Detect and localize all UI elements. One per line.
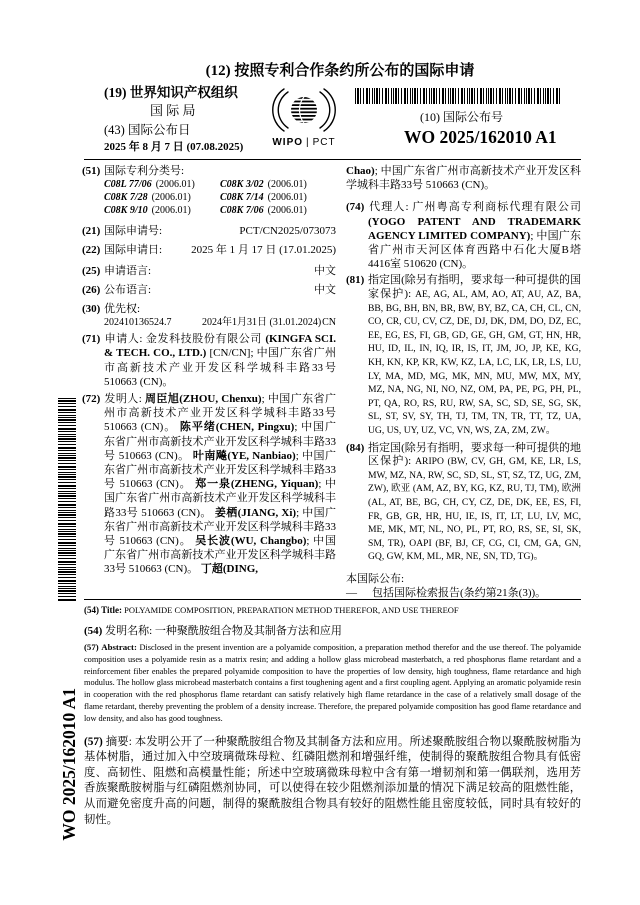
inventor-continuation	[346, 164, 581, 192]
inventor-name: 姜栖(JIANG, Xi)	[214, 506, 297, 519]
title-label-en: Title:	[101, 605, 122, 615]
inid-code: (26)	[82, 283, 101, 296]
publication-notes-heading: 本国际公布:	[346, 572, 405, 585]
field-label: 指定国(除另有指明，要求每一种可提供的地区保护):	[368, 441, 581, 468]
inventor-name: 郑一泉(ZHENG, Yiquan)	[195, 478, 319, 491]
field-label: 申请人:	[104, 333, 143, 346]
inventor-address: ; 中国广东省广州市高新技术产业开发区科学城科丰路33号 510663 (CN)。	[346, 165, 581, 192]
classification-symbol: C08K 3/02	[220, 179, 264, 191]
field-label: 公布语言:	[104, 283, 152, 296]
header-divider	[84, 159, 581, 160]
abstract-label-zh: 摘要:	[105, 735, 132, 748]
classification-field	[82, 164, 336, 178]
classification-entry	[220, 191, 336, 204]
application-number: PCT/CN2025/073073	[239, 225, 336, 238]
abstract-label-en: Abstract:	[101, 642, 137, 652]
logo-name: WIPO	[272, 137, 304, 148]
publication-note-text: 包括国际检索报告(条约第21条(3))。	[372, 587, 547, 600]
field-label: 优先权:	[104, 303, 141, 316]
classification-symbol: C08L 77/06	[104, 179, 152, 191]
inventor-address: ; 中国广东省广州市高新技术产业开发区科学城科丰路33号 510663 (CN)。	[104, 393, 336, 434]
document-kind-title: (12) 按照专利合作条约所公布的国际申请	[205, 63, 475, 79]
field-label: 国际申请号:	[104, 225, 163, 238]
field-label: 国际专利分类号:	[104, 165, 185, 177]
barcode-icon	[58, 398, 76, 602]
publication-language-field	[82, 283, 336, 297]
inid-code: (81)	[346, 274, 365, 287]
left-column	[82, 164, 336, 577]
classification-symbol: C08K 7/14	[220, 192, 264, 204]
agent-name-en: (YOGO PATENT AND TRADEMARK AGENCY LIMITED COMPANY)	[368, 215, 581, 242]
classification-symbol: C08K 9/10	[104, 205, 148, 217]
priority-country: CN	[322, 317, 336, 329]
field-label: 申请语言:	[104, 264, 152, 277]
vertical-publication-number: WO 2025/162010 A1	[59, 688, 79, 841]
applicant-field	[82, 332, 336, 389]
inventor-address: ; 中国广东省广州市高新技术产业开发区科学城科丰路33号 510663 (CN)。	[104, 449, 337, 491]
abstract-en	[84, 642, 581, 725]
abstract-divider	[84, 599, 581, 600]
right-column	[346, 164, 581, 600]
publication-number-label: (10) 国际公布号	[420, 110, 503, 124]
national-designations-field	[346, 274, 581, 437]
classification-version: (2006.01)	[267, 192, 307, 204]
inventor-name: 叶南飚(YE, Nanbiao)	[192, 449, 296, 462]
dash-bullet: —	[346, 587, 357, 600]
applicant-nationality: [CN/CN];	[209, 347, 254, 360]
inid-code: (84)	[346, 441, 365, 454]
classification-entry	[104, 178, 220, 191]
classification-entry	[220, 204, 336, 217]
inid-code: (54)	[84, 605, 99, 615]
logo-divider: |	[306, 137, 310, 148]
title-zh	[84, 624, 581, 638]
wipo-pct-wordmark	[256, 137, 352, 149]
classification-entry	[104, 204, 220, 217]
filing-language-field	[82, 264, 336, 278]
publication-language: 中文	[314, 283, 336, 296]
inventor-name: 陈平绪(CHEN, Pingxu)	[179, 421, 295, 434]
title-text-en: POLYAMIDE COMPOSITION, PREPARATION METHOD THEREFOR, AND USE THEREOF	[124, 605, 459, 615]
publication-number: WO 2025/162010 A1	[404, 127, 557, 147]
classification-version: (2006.01)	[151, 205, 191, 217]
classification-entry	[220, 178, 336, 191]
classification-symbol: C08K 7/06	[220, 205, 264, 217]
inventor-address: ; 中国广东省广州市高新技术产业开发区科学城科丰路33号 510663 (CN)。	[104, 421, 337, 462]
inid-code: (57)	[84, 735, 103, 748]
regional-states-list: ARIPO (BW, CV, GH, GM, KE, LR, LS, MW, MZ, NA, RW, SC, SD, SL, ST, SZ, TZ, UG, ZM, ZW), 欧亚 (AM, AZ, BY, KG, KZ, RU, TJ, TM), 欧洲 (AL, AT, BE, BG, CH, CY, CZ, DE, DK, EE, ES, FI, FR, GB, GR, HR, HU, IE, IS, IT, LT, LU, LV, MC, ME, MK, MT, NL, NO, PL, PT, RO, RS, SE, SI, SK, SM, TR), OAPI (BF, BJ, CF, CG, CI, CM, GA, GN, GQ, GW, KM, ML, MR, NE, SN, TD, TG)。	[368, 456, 582, 563]
inid-code: (74)	[346, 201, 365, 214]
abstract-text-zh: 本发明公开了一种聚酰胺组合物及其制备方法和应用。所述聚酰胺组合物以聚酰胺树脂为基体树脂，通过加入中空玻璃微珠母粒、红磷阻燃剂和增强纤维，使制得的聚酰胺组合物具有低密度、高韧性、阻燃和高模量性能；所述中空玻璃微珠母粒中含有第一增韧剂和第一偶联剂，选用芳香族聚酰胺树脂与红磷阻燃剂协同，可以使得在较少阻燃剂添加量的情况下满足较高的阻燃性能，从而避免密度升高的问题，制得的聚酰胺组合物具有较好的阻燃性能且密度较低，同时具有较好的韧性。	[84, 735, 582, 826]
inventor-name: 周臣旭(ZHOU, Chenxu)	[144, 393, 262, 406]
field-label: 发明人:	[104, 393, 142, 406]
barcode-icon	[355, 88, 561, 104]
title-label-zh: 发明名称:	[105, 625, 153, 637]
classification-entry	[104, 191, 220, 204]
inventor-name-start: 丁超(DING,	[200, 563, 258, 576]
agent-name-zh: 广州粤高专利商标代理有限公司	[412, 201, 582, 214]
logo-system: PCT	[312, 137, 336, 148]
inventor-name: 吴长波(WU, Changbo)	[195, 535, 307, 548]
inventor-address: ; 中国广东省广州市高新技术产业开发区科学城科丰路33号 510663 (CN)。	[104, 506, 337, 548]
inid-code: (22)	[82, 244, 101, 257]
inid-code: (71)	[82, 333, 101, 346]
abstract-zh	[84, 735, 581, 829]
field-label: 指定国(除另有指明，要求每一种可提供的国家保护):	[368, 274, 581, 301]
classification-symbol: C08K 7/28	[104, 192, 148, 204]
priority-entry	[82, 316, 336, 330]
title-en	[84, 604, 581, 616]
publication-date: 2025 年 8 月 7 日 (07.08.2025)	[104, 141, 244, 153]
classification-version: (2006.01)	[267, 205, 307, 217]
agent-field	[346, 200, 581, 271]
inid-code: (21)	[82, 225, 101, 238]
priority-number: 202410136524.7	[104, 317, 172, 329]
inventor-address: ; 中国广东省广州市高新技术产业开发区科学城科丰路33号 510663 (CN)。	[104, 535, 337, 576]
classification-version: (2006.01)	[155, 179, 195, 191]
bureau-name: 国 际 局	[150, 103, 196, 118]
classification-list	[82, 178, 336, 217]
filing-date: 2025 年 1 月 17 日 (17.01.2025)	[191, 244, 336, 257]
inventor-address: ; 中国广东省广州市高新技术产业开发区科学城科丰路33号 510663 (CN)。	[104, 478, 337, 519]
wipo-emblem-icon	[263, 84, 345, 136]
title-abstract-section	[84, 604, 581, 828]
applicant-name-en: (KINGFA SCI. & TECH. CO., LTD.)	[104, 333, 337, 360]
office-name: (19) 世界知识产权组织	[104, 85, 238, 100]
inid-code: (57)	[84, 642, 99, 652]
application-number-field	[82, 224, 336, 238]
inid-code: (51)	[82, 165, 101, 177]
priority-field	[82, 302, 336, 316]
inventors-field	[82, 392, 336, 577]
publication-date-label: (43) 国际公布日	[104, 123, 191, 137]
applicant-name-zh: 金发科技股份有限公司	[145, 333, 262, 346]
inventor-name-end: Chao)	[346, 165, 375, 177]
filing-date-field	[82, 243, 336, 257]
inid-code: (30)	[82, 303, 101, 316]
abstract-text-en: Disclosed in the present invention are a polyamide composition, a preparation method therefor and the use thereof. The polyamide composition uses a polyamide resin as a matrix resin; and adding a hollow glass microbead masterbatch, a red phosphorus flame retardant and a reinforcement fiber enables the prepared polyamide composition to have the properties of low density, high toughness, flame retardance and high modulus. The hollow glass microbead masterbatch contains a first toughening agent and a first coupling agent. Applying an aromatic polyamide resin in cooperation with the red phosphorus flame retardant can satisfy relatively high flame retardance in the case of a relatively small dosage of the flame retardant, thereby preventing the problem of a density increase. Therefore, the prepared polyamide composition has good flame retardance and low density, and also has good toughness.	[84, 643, 582, 723]
title-text-zh: 一种聚酰胺组合物及其制备方法和应用	[154, 625, 342, 637]
inid-code: (54)	[84, 625, 103, 637]
inid-code: (72)	[82, 393, 101, 406]
agent-address: ; 中国广东省广州市天河区体育西路中石化大厦B塔4416室 510620 (CN)。	[368, 229, 581, 271]
field-label: 代理人:	[368, 201, 409, 214]
national-states-list: AE, AG, AL, AM, AO, AT, AU, AZ, BA, BB, BG, BH, BN, BR, BW, BY, BZ, CA, CH, CL, CN, CO, CR, CU, CV, CZ, DE, DJ, DK, DM, DO, DZ, EC, EE, EG, ES, FI, GB, GD, GE, GH, GM, GT, HN, HR, HU, ID, IL, IN, IQ, IR, IS, IT, JM, JO, JP, KE, KG, KH, KN, KP, KR, KW, KZ, LA, LC, LK, LR, LS, LU, LY, MA, MD, MG, MK, MN, MU, MW, MX, MY, MZ, NA, NG, NI, NO, NZ, OM, PA, PE, PG, PH, PL, PT, QA, RO, RS, RU, RW, SA, SC, SD, SE, SG, SK, SL, ST, SV, SY, TH, TJ, TM, TN, TR, TT, TZ, UA, UG, US, UY, UZ, VC, VN, WS, ZA, ZM, ZW。	[368, 289, 581, 436]
field-label: 国际申请日:	[104, 244, 163, 257]
regional-designations-field	[346, 442, 581, 564]
classification-version: (2006.01)	[267, 179, 307, 191]
classification-version: (2006.01)	[151, 192, 191, 204]
applicant-address: 中国广东省广州市高新技术产业开发区科学城科丰路33号 510663 (CN)。	[104, 347, 337, 388]
filing-language: 中文	[314, 264, 336, 277]
inid-code: (25)	[82, 264, 101, 277]
priority-date: 2024年1月31日 (31.01.2024)	[202, 317, 322, 329]
